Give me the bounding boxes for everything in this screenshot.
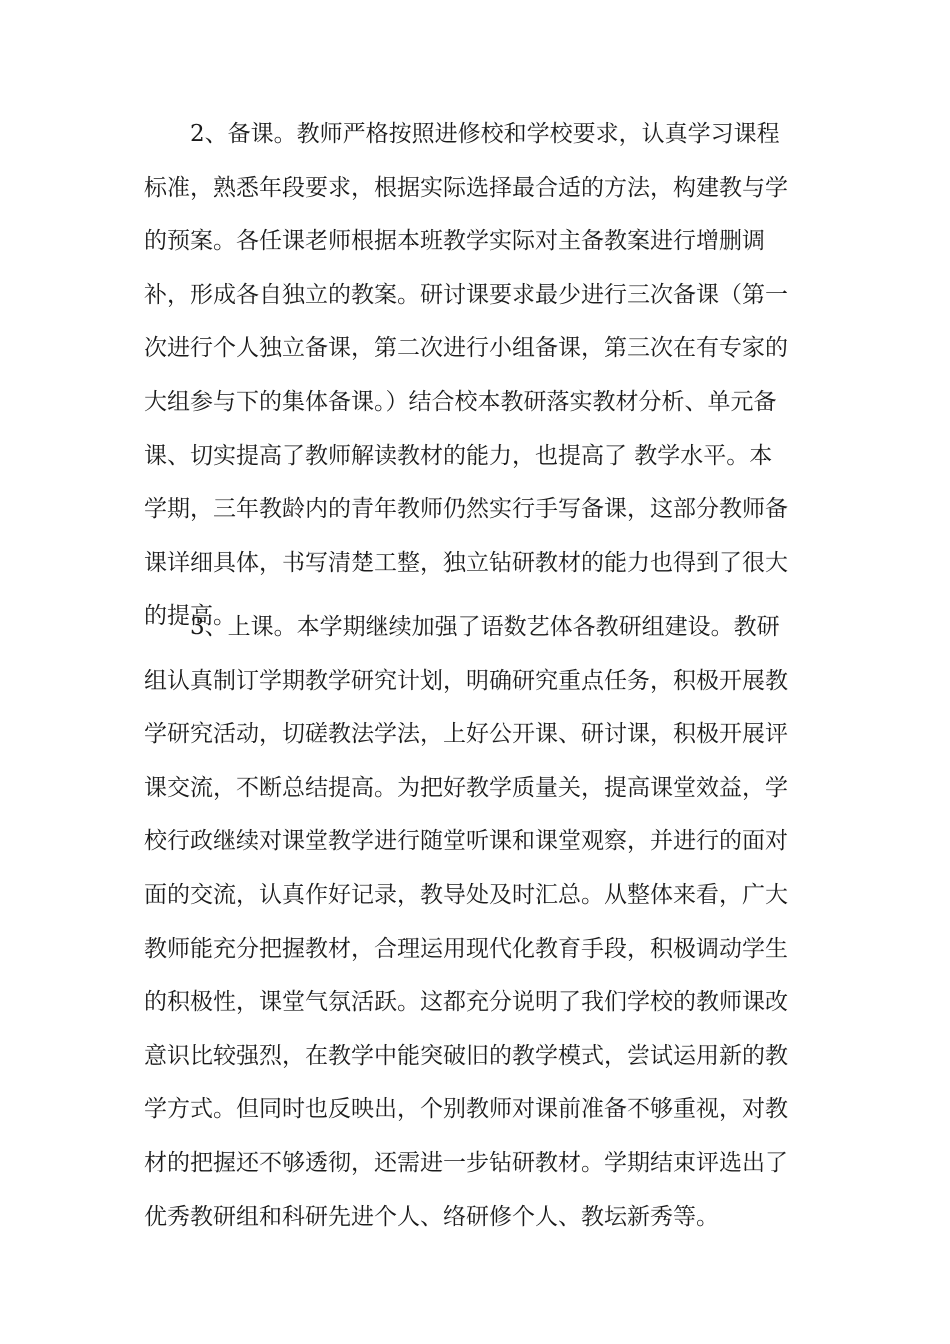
text-line: 标准，熟悉年段要求，根据实际选择最合适的方法，构建教与学	[144, 174, 788, 201]
text-line: 大组参与下的集体备课。）结合校本教研落实教材分析、单元备	[144, 388, 777, 415]
text-line: 次进行个人独立备课，第二次进行小组备课，第三次在有专家的	[144, 335, 788, 362]
text-line: 学期，三年教龄内的青年教师仍然实行手写备课，这部分教师备	[144, 496, 788, 523]
text-line: 2、备课。教师严格按照进修校和学校要求，认真学习课程	[190, 121, 780, 147]
text-line: 的提高。	[144, 603, 236, 630]
text-line: 学方式。但同时也反映出，个别教师对课前准备不够重视，对教	[144, 1096, 788, 1123]
text-line: 材的把握还不够透彻，还需进一步钻研教材。学期结束评选出了	[144, 1149, 788, 1176]
paragraph-lesson-preparation	[144, 108, 814, 644]
text-line: 课、切实提高了教师解读教材的能力，也提高了 教学水平。本	[144, 442, 773, 469]
text-line: 补，形成各自独立的教案。研讨课要求最少进行三次备课（第一	[144, 281, 788, 308]
text-line: 优秀教研组和科研先进个人、络研修个人、教坛新秀等。	[144, 1203, 719, 1230]
text-line: 校行政继续对课堂教学进行随堂听课和课堂观察，并进行的面对	[144, 828, 788, 855]
text-line: 意识比较强烈，在教学中能突破旧的教学模式，尝试运用新的教	[144, 1042, 788, 1069]
text-line: 3、上课。本学期继续加强了语数艺体各教研组建设。教研	[190, 614, 780, 640]
text-line: 的积极性，课堂气氛活跃。这都充分说明了我们学校的教师课改	[144, 989, 788, 1016]
text-line: 课交流，不断总结提高。为把好教学质量关，提高课堂效益，学	[144, 774, 788, 801]
text-line: 组认真制订学期教学研究计划，明确研究重点任务，积极开展教	[144, 667, 788, 694]
text-line: 课详细具体，书写清楚工整，独立钻研教材的能力也得到了很大	[144, 549, 788, 576]
text-line: 教师能充分把握教材，合理运用现代化教育手段，积极调动学生	[144, 935, 788, 962]
paragraph-teaching	[144, 601, 814, 1244]
text-line: 面的交流，认真作好记录，教导处及时汇总。从整体来看，广大	[144, 881, 788, 908]
text-line: 的预案。各任课老师根据本班教学实际对主备教案进行增删调	[144, 228, 765, 255]
text-line: 学研究活动，切磋教法学法，上好公开课、研讨课，积极开展评	[144, 721, 788, 748]
